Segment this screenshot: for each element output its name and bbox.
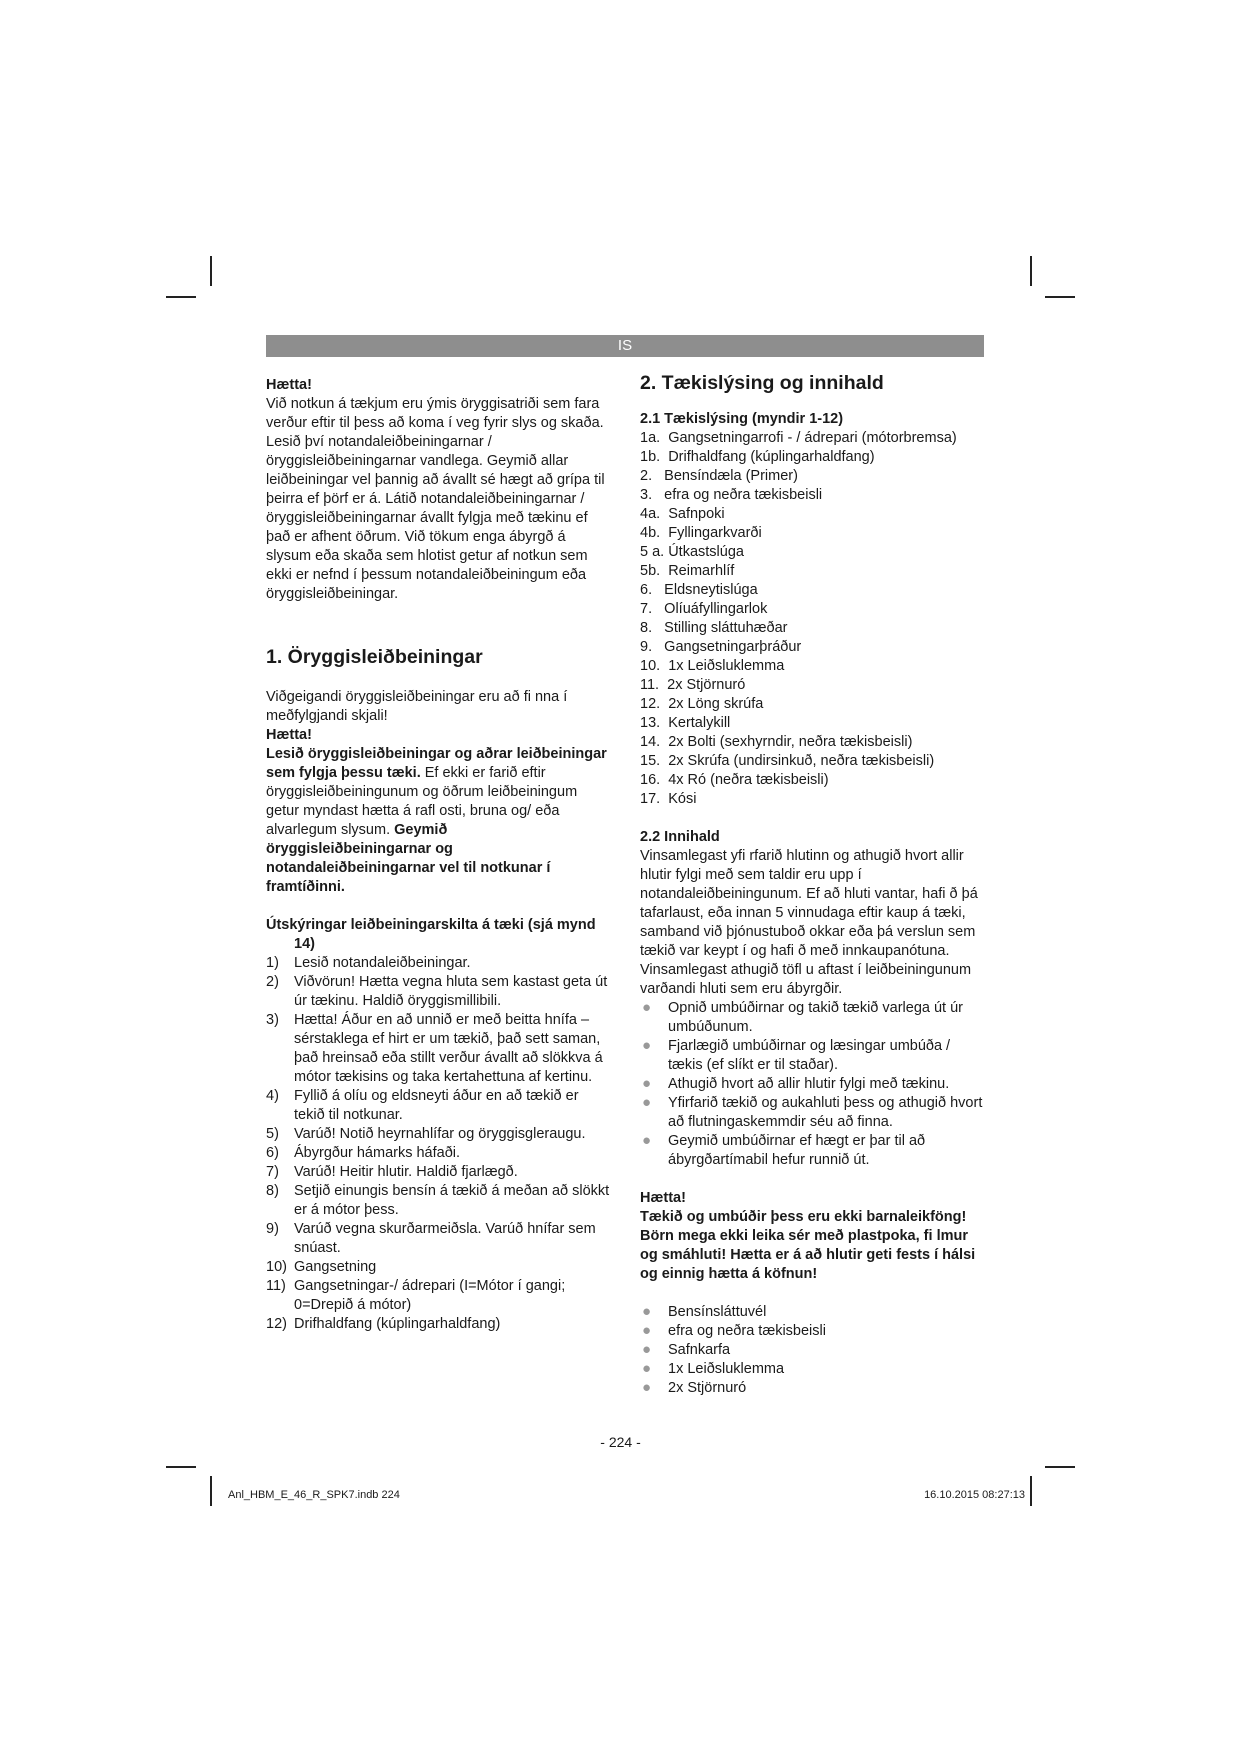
sign-text: Gangsetning	[294, 1259, 377, 1275]
part-item: 1b. Drifhaldfang (kúplingarhaldfang)	[640, 449, 875, 465]
sign-number: 9)	[266, 1221, 279, 1237]
bullet-icon: ●	[642, 1322, 652, 1339]
warning-text: Tækið og umbúðir þess eru ekki barnaleikföng! Börn mega ekki leika sér með plastpoka, fi lmur og smáhluti! Hætta er á að hlutir geti fests í hálsi og einnig hætta á köfnun!	[640, 1209, 976, 1282]
part-item: 15. 2x Skrúfa (undirsinkuð, neðra tækisbeisli)	[640, 753, 935, 769]
package-item-text: Safnkarfa	[668, 1342, 731, 1358]
section-1-text: Ef ekki er farið eftir öryggisleiðbeiningunum og öðrum leiðbeiningum getur myndast hætta á rafl osti, bruna og/ eða alvarlegum slysum.	[266, 765, 578, 838]
subsection-2-2-title: 2.2 Innihald	[640, 829, 720, 845]
section-1-bold-2: Geymið öryggisleiðbeiningarnar og notandaleiðbeiningarnar vel til notkunar í framtíðinni.	[266, 822, 551, 895]
sign-number: 3)	[266, 1012, 279, 1028]
sign-item	[266, 1220, 611, 1258]
bullet-icon: ●	[642, 1303, 652, 1320]
crop-mark-bottom-right-vertical	[1030, 1476, 1032, 1506]
crop-mark-bottom-left-horizontal	[166, 1466, 196, 1468]
sign-item	[266, 1144, 611, 1163]
package-item-text: Bensínsláttuvél	[668, 1304, 767, 1320]
sign-text: Varúð vegna skurðarmeiðsla. Varúð hnífar sem snúast.	[294, 1221, 596, 1256]
bullet-icon: ●	[642, 1132, 652, 1149]
sign-number: 10)	[266, 1259, 287, 1275]
checklist-item-text: Fjarlægið umbúðirnar og læsingar umbúða / tækis (ef slíkt er til staðar).	[668, 1038, 951, 1073]
left-column	[266, 376, 611, 1334]
part-item: 3. efra og neðra tækisbeisli	[640, 487, 823, 503]
sign-text: Hætta! Áður en að unnið er með beitta hnífa – sérstaklega ef hirt er um tækið, það sett saman, það hreinsað eða stillt verður ávallt að slökkva á mótor tækisins og taka kertahettuna af kertinu.	[294, 1012, 603, 1085]
language-tab: IS	[266, 335, 984, 357]
sign-item	[266, 1125, 611, 1144]
warning-title: Hætta!	[640, 1190, 686, 1206]
section-1-title: 1. Öryggisleiðbeiningar	[266, 646, 483, 668]
part-item: 5b. Reimarhlíf	[640, 563, 735, 579]
section-1-paragraph	[266, 745, 611, 897]
subsection-2-1-title: 2.1 Tækislýsing (myndir 1-12)	[640, 411, 844, 427]
part-item: 8. Stilling sláttuhæðar	[640, 620, 788, 636]
footer-timestamp: 16.10.2015 08:27:13	[924, 1489, 1025, 1501]
part-item: 16. 4x Ró (neðra tækisbeisli)	[640, 772, 829, 788]
crop-mark-top-left-horizontal	[166, 296, 196, 298]
sign-item	[266, 1277, 611, 1315]
parts-list	[640, 429, 985, 809]
sign-number: 2)	[266, 974, 279, 990]
package-item	[640, 1360, 985, 1379]
checklist-item-text: Athugið hvort að allir hlutir fylgi með tækinu.	[668, 1076, 950, 1092]
crop-mark-top-right-vertical	[1030, 256, 1032, 286]
part-item: 11. 2x Stjörnuró	[640, 677, 746, 693]
crop-mark-bottom-right-horizontal	[1045, 1466, 1075, 1468]
package-item	[640, 1379, 985, 1398]
bullet-icon: ●	[642, 1341, 652, 1358]
sign-text: Lesið notandaleiðbeiningar.	[294, 955, 471, 971]
package-item	[640, 1303, 985, 1322]
sign-item	[266, 1087, 611, 1125]
section-1-hazard-title: Hætta!	[266, 727, 312, 743]
bullet-icon: ●	[642, 1094, 652, 1111]
contents-text: Vinsamlegast yfi rfarið hlutinn og athugið hvort allir hlutir fylgi með sem taldir eru upp í notandaleiðbeiningunum. Ef að hluti vantar, hafi ð þá tafarlaust, eða innan 5 vinnudaga eftir kaup á tæki, samband við þjónustuboð okkar eða þá verslun sem tækið var keypt í og hafi ð með innkaupanótuna. Vinsamlegast athugið töfl u aftast í leiðbeiningunum varðandi hluti sem eru ábyrgðir.	[640, 848, 978, 997]
part-item: 9. Gangsetningarþráður	[640, 639, 802, 655]
sign-text: Varúð! Heitir hlutir. Haldið fjarlægð.	[294, 1164, 518, 1180]
checklist-item	[640, 1132, 985, 1170]
crop-mark-bottom-left-vertical	[210, 1476, 212, 1506]
crop-mark-top-left-vertical	[210, 256, 212, 286]
part-item: 4b. Fyllingarkvarði	[640, 525, 762, 541]
intro-text: Við notkun á tækjum eru ýmis öryggisatriði sem fara verður eftir til þess að koma í veg fyrir slys og skaða. Lesið því notandaleiðbeiningarnar / öryggisleiðbeiningarnar vandlega. Geymið allar leiðbeiningar vel þannig að ávallt sé hægt að grípa til þeirra ef þörf er á. Látið notandaleiðbeiningarnar / öryggisleiðbeiningarnar ávallt fylgja með tækinu ef það er afhent öðrum. Við tökum enga ábyrgð á slysum eða skaða sem hlotist getur af notkun sem ekki er nefnd í þessum notandaleiðbeiningum eða öryggisleiðbeiningar.	[266, 396, 605, 602]
checklist-item	[640, 1094, 985, 1132]
section-1-intro: Viðgeigandi öryggisleiðbeiningar eru að fi nna í meðfylgjandi skjali!	[266, 689, 568, 724]
checklist-item	[640, 1037, 985, 1075]
signs-list	[266, 954, 611, 1334]
page-number: - 224 -	[600, 1434, 641, 1450]
part-item: 1a. Gangsetningarrofi - / ádrepari (mótorbremsa)	[640, 430, 957, 446]
checklist-item-text: Opnið umbúðirnar og takið tækið varlega út úr umbúðunum.	[668, 1000, 963, 1035]
sign-number: 1)	[266, 955, 279, 971]
unpack-checklist	[640, 999, 985, 1170]
sign-item	[266, 1258, 611, 1277]
bullet-icon: ●	[642, 999, 652, 1016]
sign-text: Gangsetningar-/ ádrepari (I=Mótor í gangi; 0=Drepið á mótor)	[294, 1278, 566, 1313]
sign-number: 5)	[266, 1126, 279, 1142]
sign-number: 12)	[266, 1316, 287, 1332]
sign-item	[266, 954, 611, 973]
sign-number: 4)	[266, 1088, 279, 1104]
part-item: 2. Bensíndæla (Primer)	[640, 468, 798, 484]
sign-text: Drifhaldfang (kúplingarhaldfang)	[294, 1316, 501, 1332]
sign-item	[266, 1163, 611, 1182]
sign-text: Ábyrgður hámarks háfaði.	[294, 1145, 461, 1161]
checklist-item	[640, 1075, 985, 1094]
package-item-text: 1x Leiðsluklemma	[668, 1361, 785, 1377]
part-item: 4a. Safnpoki	[640, 506, 725, 522]
part-item: 13. Kertalykill	[640, 715, 731, 731]
checklist-item-text: Yfirfarið tækið og aukahluti þess og athugið hvort að flutningaskemmdir séu að finna.	[668, 1095, 983, 1130]
sign-item	[266, 1011, 611, 1087]
intro-title: Hætta!	[266, 377, 312, 393]
sign-item	[266, 1182, 611, 1220]
crop-mark-top-right-horizontal	[1045, 296, 1075, 298]
bullet-icon: ●	[642, 1379, 652, 1396]
sign-number: 11)	[266, 1278, 286, 1294]
sign-text: Fyllið á olíu og eldsneyti áður en að tækið er tekið til notkunar.	[294, 1088, 579, 1123]
part-item: 6. Eldsneytislúga	[640, 582, 758, 598]
sign-text: Setjið einungis bensín á tækið á meðan að slökkt er á mótor þess.	[294, 1183, 610, 1218]
bullet-icon: ●	[642, 1360, 652, 1377]
part-item: 10. 1x Leiðsluklemma	[640, 658, 785, 674]
checklist-item	[640, 999, 985, 1037]
section-1-bold-1: Lesið öryggisleiðbeiningar og aðrar leiðbeiningar sem fylgja þessu tæki.	[266, 746, 607, 781]
sign-number: 6)	[266, 1145, 279, 1161]
sign-number: 8)	[266, 1183, 279, 1199]
checklist-item-text: Geymið umbúðirnar ef hægt er þar til að ábyrgðartímabil hefur runnið út.	[668, 1133, 926, 1168]
sign-text: Viðvörun! Hætta vegna hluta sem kastast geta út úr tækinu. Haldið öryggismillibili.	[294, 974, 608, 1009]
package-item-text: efra og neðra tækisbeisli	[668, 1323, 826, 1339]
part-item: 12. 2x Löng skrúfa	[640, 696, 764, 712]
part-item: 5 a. Útkastslúga	[640, 544, 744, 560]
signs-title: Útskýringar leiðbeiningarskilta á tæki (sjá mynd 14)	[266, 917, 596, 952]
section-2-title: 2. Tækislýsing og innihald	[640, 372, 884, 394]
package-contents-list	[640, 1303, 985, 1398]
part-item: 7. Olíuáfyllingarlok	[640, 601, 768, 617]
sign-number: 7)	[266, 1164, 279, 1180]
bullet-icon: ●	[642, 1037, 652, 1054]
part-item: 17. Kósi	[640, 791, 697, 807]
package-item	[640, 1341, 985, 1360]
bullet-icon: ●	[642, 1075, 652, 1092]
footer-file-name: Anl_HBM_E_46_R_SPK7.indb 224	[228, 1489, 400, 1501]
package-item-text: 2x Stjörnuró	[668, 1380, 747, 1396]
package-item	[640, 1322, 985, 1341]
right-column	[640, 372, 985, 1398]
part-item: 14. 2x Bolti (sexhyrndir, neðra tækisbeisli)	[640, 734, 913, 750]
sign-item	[266, 973, 611, 1011]
sign-item	[266, 1315, 611, 1334]
sign-text: Varúð! Notið heyrnahlífar og öryggisgleraugu.	[294, 1126, 586, 1142]
